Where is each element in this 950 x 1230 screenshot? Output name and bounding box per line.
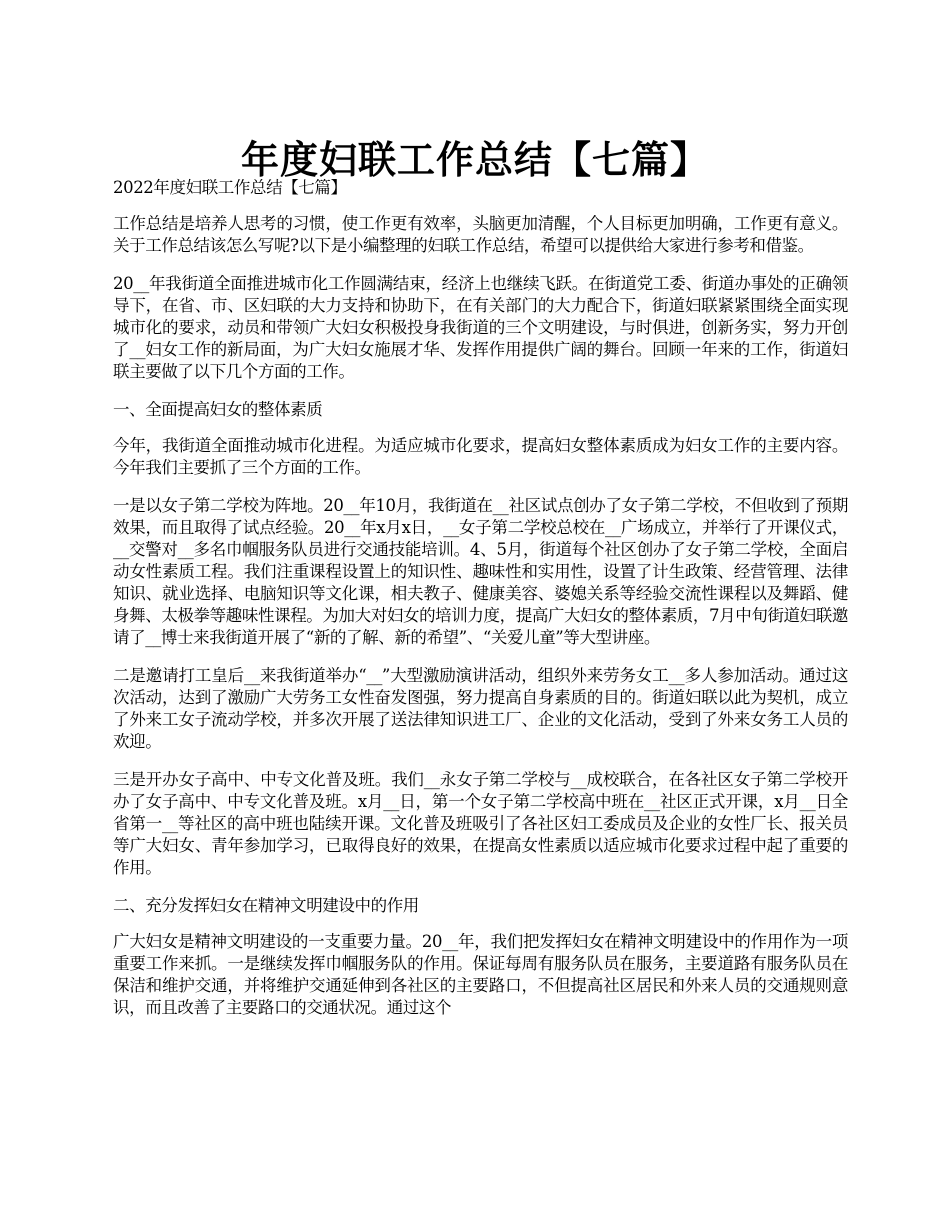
section-1-point-1-paragraph: 一是以女子第二学校为阵地。20__年10月，我街道在__社区试点创办了女子第二学校，不但收到了预期效果，而且取得了试点经验。20__年x月x日，__女子第二学校总校在__广场成立，并举行了开课仪式，__交警对__多名巾帼服务队员进行交通技能培训。4、5月，街道每个社区创办了女子第二学校，全面启动女性素质工程。我们注重课程设置上的知识性、趣味性和实用性，设置了计生政策、经营管理、法律知识、就业选择、电脑知识等文化课，相夫教子、健康美容、婆媳关系等经验交流性课程以及舞蹈、健身舞、太极拳等趣味性课程。为加大对妇女的培训力度，提高广大妇女的整体素质，7月中旬街道妇联邀请了__博士来我街道开展了“新的了解、新的希望”、“关爱儿童”等大型讲座。 [113,496,848,647]
document-subtitle: 2022年度妇联工作总结【七篇】 [113,178,347,197]
overview-paragraph: 20__年我街道全面推进城市化工作圆满结束，经济上也继续飞跃。在街道党工委、街道办事处的正确领导下，在省、市、区妇联的大力支持和协助下，在有关部门的大力配合下，街道妇联紧紧围绕全面实现城市化的要求，动员和带领广大妇女积极投身我街道的三个文明建设，与时俱进，创新务实，努力开创了__妇女工作的新局面，为广大妇女施展才华、发挥作用提供广阔的舞台。回顾一年来的工作，街道妇联主要做了以下几个方面的工作。 [113,274,848,381]
document-body [113,177,848,1035]
section-1-intro-paragraph: 今年，我街道全面推动城市化进程。为适应城市化要求，提高妇女整体素质成为妇女工作的主要内容。今年我们主要抓了三个方面的工作。 [113,436,848,477]
section-2-paragraph: 广大妇女是精神文明建设的一支重要力量。20__年，我们把发挥妇女在精神文明建设中的作用作为一项重要工作来抓。一是继续发挥巾帼服务队的作用。保证每周有服务队员在服务，主要道路有服务队员在保洁和维护交通，并将维护交通延伸到各社区的主要路口，不但提高社区居民和外来人员的交通规则意识，而且改善了主要路口的交通状况。通过这个 [113,932,848,1017]
section-heading-1: 一、全面提高妇女的整体素质 [113,400,323,419]
document-title: 年度妇联工作总结【七篇】 [240,137,709,183]
section-1-point-3-paragraph: 三是开办女子高中、中专文化普及班。我们__永女子第二学校与__成校联合，在各社区女子第二学校开办了女子高中、中专文化普及班。x月__日，第一个女子第二学校高中班在__社区正式开课，x月__日全省第一__等社区的高中班也陆续开课。文化普及班吸引了各社区妇工委成员及企业的女性厂长、报关员等广大妇女、青年参加学习，已取得良好的效果，在提高女性素质以适应城市化要求过程中起了重要的作用。 [113,770,848,877]
intro-paragraph: 工作总结是培养人思考的习惯，使工作更有效率，头脑更加清醒，个人目标更加明确，工作更有意义。关于工作总结该怎么写呢?以下是小编整理的妇联工作总结，希望可以提供给大家进行参考和借鉴。 [113,214,848,255]
section-1-point-2-paragraph: 二是邀请打工皇后__来我街道举办“__”大型激励演讲活动，组织外来劳务女工__多人参加活动。通过这次活动，达到了激励广大劳务工女性奋发图强，努力提高自身素质的目的。街道妇联以此为契机，成立了外来工女子流动学校，并多次开展了送法律知识进工厂、企业的文化活动，受到了外来女务工人员的欢迎。 [113,666,848,751]
section-heading-2: 二、充分发挥妇女在精神文明建设中的作用 [113,896,419,915]
